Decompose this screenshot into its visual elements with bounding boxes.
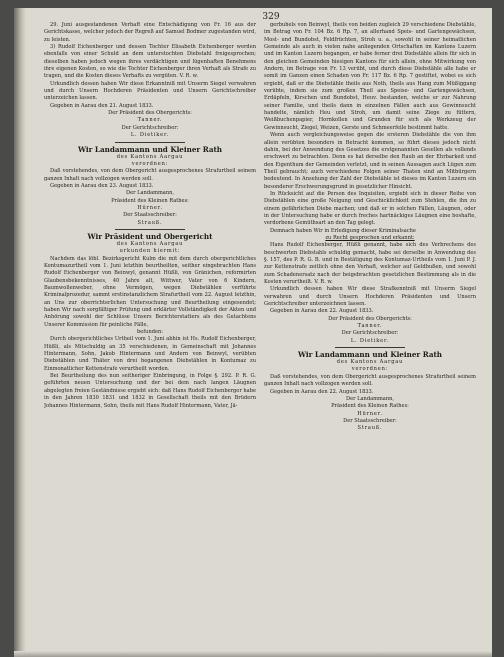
centered-line: Der Landammann, bbox=[345, 395, 395, 402]
paragraph: Hans Rudolf Eichenberger, Hüßli genannt, habe sich des Verbrechens des beschwerten Diebstahls schuldig gemacht, habe sei derselbe in Anwendung des §. 157, des P. R. G. B. und in Bestätigung des Kontumaz-Urtheils vom 1. Juni P. J. zur Kettenstrafe zeitlich ohne den Verhaft, welcher auf Geldbußen, und sowohl zum Schadenersatz nach der beigebrachten gesetzlichen Bestimmung als in die Kosten verurtheilt. V. R. w. bbox=[264, 242, 476, 286]
spaced-line: Strauß. bbox=[137, 219, 163, 226]
centered-line: Der Präsident des Obergerichts: bbox=[108, 110, 192, 117]
spaced-line: verordnen: bbox=[131, 160, 169, 167]
paragraph: Demnach haben Wir in Erledigung dieser Kriminalsache bbox=[270, 227, 416, 234]
spaced-line: des Kantons Aargau bbox=[336, 359, 404, 366]
spaced-line: Hürner. bbox=[137, 204, 163, 211]
spaced-line: L. Dietiker. bbox=[130, 132, 170, 139]
paragraph: Gegeben in Aarau den 23. August 1833. bbox=[50, 182, 154, 189]
scanned-page bbox=[14, 8, 492, 657]
right-text-column bbox=[264, 22, 476, 650]
section-heading: Wir Landammann und Kleiner Rath bbox=[297, 350, 443, 360]
section-heading: Wir Landammann und Kleiner Rath bbox=[77, 144, 223, 154]
paragraph: In Rücksicht auf die Person des Inquisiten, ergiebt sich in dieser Reihe von Diebstählen eine große Neigung und Geschicklichkeit zum Stehlen, die ihn zu einem gefährlichen Diebe machen; und daß er in solchen Fällen, Läugnen, oder in der Untersuchung habe er durch freches hartnäckiges Läugnen eine boshafte, verdorbene Gemüthsart an den Tag gelegt. bbox=[264, 190, 476, 227]
paragraph: Gegeben in Aarau den 22. August 1833. bbox=[270, 388, 374, 395]
paragraph: Bei Beurtheilung des nun seitheriger Einbringung, in Folge §. 292. P. R. G. geführten neuen Untersuchung und der bei dem nach langen Läugnen abgelegten freien Geständnisse ergiebt sich: daß Hans Rudolf Eichenberger habe in den Jahren 1830 1831 und 1832 in Gesellschaft theils mit den Brüdern Johannes Hintermann, Sohn, theils mit Hans Rudolf Hintermann, Vater, Jä- bbox=[44, 373, 256, 409]
paragraph: gerbuhels von Beinwyl, theils von beiden zugleich 29 verschiedene Diebstähle, im Betrag von Fr. 104 Bz. 6 Rp. 7, an allerhand Speis- und Gartengewächsen, Most- und Bundobst, Feldfrüchten, Stroh u. a., sowohl in seiner heimatlichen Gemeinde als auch in vielen nahe anliegenden Ortschaften im Kantons Luzern und im Kanton Luzern begangen, er habe ferner drei Diebstähle allein für sich in den gleichen Gemeinden hiesigen Kantons für sich allein, ohne Mitwirkung von Andern, im Betrage von Fr. 13 verübt, und durch diese Diebstähle alle habe er somit im Ganzen einen Schaden von Fr. 117 Bz. 6 Rp. 7 gestiftet, wobei es sich ergiebt, daß er die Diebstähle theils aus Noth, theils aus Hang zum Müßiggang verübte, indem sie zum großen Theil aus Speise- und Gartengewächsen, Erdäpfeln, Kirschen und Bundobst, Heuv. bestanden, welche er zur Nahrung seiner Familie, und theils dann in einzelnen Fällen auch aus Gewinnsucht handelte, nämlich Heu und Stroh, um damit seine Ziege zu füttern, Weißbuchenpapier, Hornkollen und Grunden für sich als Werkzeug der Gewinnsucht, Ziegel, Weizen, Gerste und Schmeerfeile bestimmt hatte. bbox=[264, 22, 476, 131]
spaced-line: Hürner. bbox=[357, 410, 383, 417]
section-rule bbox=[115, 229, 185, 230]
paragraph: 3) Rudolf Eichenberger und dessen Tochter Elisabeth Eichenberger werden ebenfalls von einer Schuld an dem unterstochten Diebstahl freigesprochen; dieselben haben jedoch wegen ihres verdächtigen und lügenhaften Benehmens ihre eigenen Kosten, so wie die Tochter Eichenberger ihren Verhaft als Strafe zu tragen, und die Kosten dieses Verhafts zu vergüten. V. R. w. bbox=[44, 44, 256, 80]
page-spine-shadow bbox=[14, 8, 26, 657]
spaced-line: Tanner. bbox=[137, 117, 163, 124]
paragraph: Wenn auch vergleichungsweise gegen die ersteren Diebstähle die von ihm allein verübten besonders in Betracht kommen, so führt dieses jedoch nicht dahin, bei der Anwendung des Gesetzes die erstgenannten Gesellen als vollends erschwert zu betrachten. Denn es hat derselbe den Raub an der Ehrbarkeit und den Eigenthum der Gemeinden verletzt, und in seinen Aussagen auch Lügen zum Theil gebraucht; auch verschiedene Folgen seiner Thaten sind an Mitbürgern bedeutend. In Ansehung der Zahl der Diebstähle ist dieses im Kanton Luzern ein besonderer Erschwerungsgrund in gesetzlicher Hinsicht. bbox=[264, 132, 476, 190]
paragraph: Urkundlich dessen haben Wir diese Erkanntniß mit Unserm Siegel verwahren und durch Unsern Hochderen Präsidenten und Unsern Gerichtschreiber unterzeichen lassen. bbox=[44, 80, 256, 102]
centered-line: Der Landammann, bbox=[125, 190, 175, 197]
spaced-line: Strauß. bbox=[357, 425, 383, 432]
centered-line: Der Präsident des Obergerichts: bbox=[328, 315, 412, 322]
centered-line: Präsident des Kleinen Rathes: bbox=[111, 197, 189, 204]
spaced-line: Tanner. bbox=[357, 323, 383, 330]
centered-line: Der Staatsschreiber: bbox=[123, 212, 177, 219]
centered-line: zu Recht gesprochen und erkannt: bbox=[325, 234, 415, 241]
paragraph: Nachdem das löbl. Bezirksgericht Kulm die mit dem durch obergerichtliches Kontumazurtheil vom 1. Juni letzthin beurtheilten, seither eingebrachten Hans Rudolf Eichenberger von Beinwyl, genannt Hüßli, von Gränichen, reformirten Glaubensbekenntnisses, 40 Jahre alt, Wittwer, Vater von 6 Kindern, Baumwollenweber, ohne Vermögen, wegen Diebstählen verführte Kriminalprozedur, sammt erstinstanzlichem Strafurtheil vom 22. August letzthin, an Uns zur oberrichterlichen Untersuchung und Beurtheilung eingesendet; haben Wir nach sorgfältiger Prüfung und erklärter Vollständigkeit der Akten und Anhörung sowohl der Schlüsse Unsers Berichterstatters als des Gutachtens Unserer Kommission für peinliche Fälle, bbox=[44, 255, 256, 328]
paragraph: Durch obergerichtliches Urtheil vom 1. Juni abhin ist Hs. Rudolf Eichenberger, Hüßli, als Mitschuldig an 35 verschiedenen, in Gemeinschaft mit Johannes Hintermann, Sohn, Jakob Hintermann und Andern von Beinwyl, verübten Diebstählen und Thäter von drei begangenen Diebstählen in Kontumaz zu Einmonatlicher Kettenstrafe verurtheilt worden. bbox=[44, 336, 256, 372]
centered-line: Der Gerichtschreiber: bbox=[121, 124, 179, 131]
section-rule bbox=[335, 347, 405, 348]
section-rule bbox=[115, 142, 185, 143]
spaced-line: des Kantons Aargau bbox=[116, 240, 184, 247]
centered-line: Der Gerichtschreiber: bbox=[341, 330, 399, 337]
paragraph: Gegeben in Aarau den 22. August 1833. bbox=[270, 308, 374, 315]
centered-line: Präsident des Kleinen Rathes: bbox=[331, 403, 409, 410]
paragraph: Daß vorstehendes, von dem Obergericht ausgesprochenes Strafurtheil seinem ganzen Inhalt nach vollzogen werden soll. bbox=[44, 168, 256, 182]
left-text-column bbox=[44, 22, 256, 650]
centered-line: Der Staatsschreiber: bbox=[343, 417, 397, 424]
spaced-line: des Kantons Aargau bbox=[116, 153, 184, 160]
page-number: 329 bbox=[262, 12, 280, 22]
paragraph: 29. Juni ausgestandenen Verhaft eine Entschädigung von Fr. 16 aus der Gerichtskasse, welcher jedoch der Regreß auf Samuel Bodmer zugestanden wird, zu leisten. bbox=[44, 22, 256, 43]
paragraph: Daß vorstehendes, von dem Obergericht ausgesprochenes Strafurtheil seinem ganzen Inhalt nach vollzogen werden soll. bbox=[264, 373, 476, 388]
centered-line: befunden: bbox=[137, 329, 163, 336]
spaced-line: verordnen: bbox=[351, 366, 389, 373]
page-bottom-edge bbox=[14, 651, 492, 657]
spaced-line: L. Dietiker. bbox=[350, 337, 390, 344]
section-heading: Wir Präsident und Obergericht bbox=[87, 231, 213, 241]
paragraph: Gegeben in Aarau den 21. August 1833. bbox=[50, 102, 154, 109]
spaced-line: urkunden hiermit: bbox=[119, 248, 181, 255]
paragraph: Urkundlich dessen haben Wir diese Strafkenntniß mit Unserm Siegel verwahren und durch Unsern Hochderen Präsidenten und Unsern Gerichtschreiber unterzeichnen lassen. bbox=[264, 286, 476, 308]
